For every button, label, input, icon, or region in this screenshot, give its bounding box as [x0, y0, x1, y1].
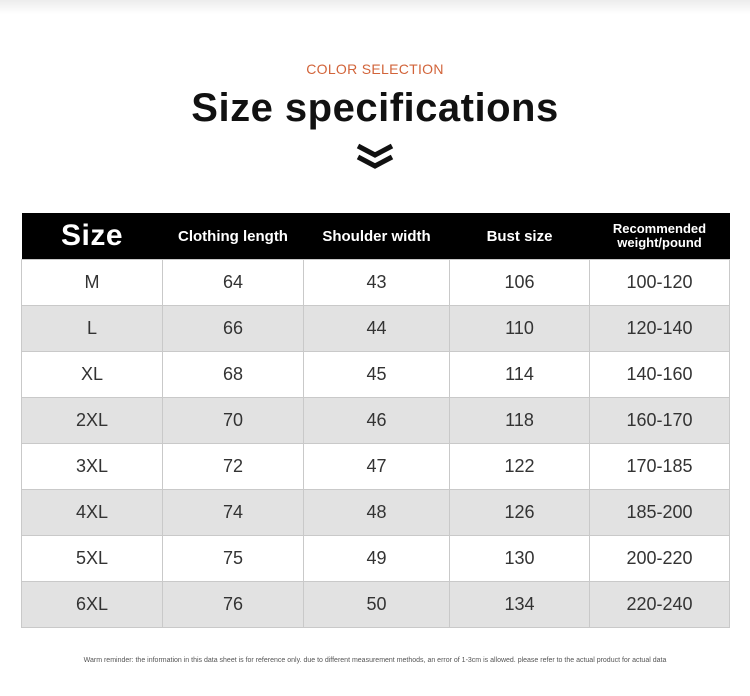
cell-size: 5XL — [22, 536, 163, 582]
cell-size: XL — [22, 352, 163, 398]
column-header-clothing-length: Clothing length — [163, 213, 304, 260]
cell-size: L — [22, 306, 163, 352]
cell-shoulder-width: 43 — [304, 260, 450, 306]
cell-bust-size: 118 — [450, 398, 590, 444]
top-shade — [0, 0, 750, 14]
double-chevron-down-icon — [355, 143, 395, 171]
cell-clothing-length: 76 — [163, 582, 304, 628]
cell-recommended-weight: 160-170 — [590, 398, 730, 444]
cell-recommended-weight: 100-120 — [590, 260, 730, 306]
cell-bust-size: 110 — [450, 306, 590, 352]
column-header-recommended-weight — [590, 213, 730, 260]
cell-clothing-length: 70 — [163, 398, 304, 444]
footer-note: Warm reminder: the information in this data sheet is for reference only. due to different measurement methods, an error of 1-3cm is allowed. please refer to the actual product for actual data — [83, 657, 667, 664]
table-row — [22, 490, 730, 536]
table-row — [22, 582, 730, 628]
cell-shoulder-width: 50 — [304, 582, 450, 628]
cell-shoulder-width: 45 — [304, 352, 450, 398]
table-row — [22, 260, 730, 306]
table-row — [22, 352, 730, 398]
column-header-shoulder-width: Shoulder width — [304, 213, 450, 260]
cell-bust-size: 106 — [450, 260, 590, 306]
cell-shoulder-width: 46 — [304, 398, 450, 444]
cell-bust-size: 134 — [450, 582, 590, 628]
table-row — [22, 306, 730, 352]
cell-clothing-length: 64 — [163, 260, 304, 306]
cell-size: 4XL — [22, 490, 163, 536]
page-title: Size specifications — [191, 86, 559, 130]
column-header-size: Size — [22, 213, 163, 260]
cell-recommended-weight: 120-140 — [590, 306, 730, 352]
size-table — [21, 213, 730, 628]
cell-shoulder-width: 49 — [304, 536, 450, 582]
column-header-bust-size: Bust size — [450, 213, 590, 260]
table-row — [22, 536, 730, 582]
cell-bust-size: 126 — [450, 490, 590, 536]
cell-size: 3XL — [22, 444, 163, 490]
cell-clothing-length: 68 — [163, 352, 304, 398]
cell-shoulder-width: 47 — [304, 444, 450, 490]
table-row — [22, 444, 730, 490]
cell-size: 6XL — [22, 582, 163, 628]
cell-bust-size: 114 — [450, 352, 590, 398]
cell-recommended-weight: 220-240 — [590, 582, 730, 628]
cell-shoulder-width: 48 — [304, 490, 450, 536]
cell-size: M — [22, 260, 163, 306]
cell-clothing-length: 72 — [163, 444, 304, 490]
subtitle: COLOR SELECTION — [306, 61, 444, 77]
cell-bust-size: 130 — [450, 536, 590, 582]
cell-recommended-weight: 140-160 — [590, 352, 730, 398]
cell-size: 2XL — [22, 398, 163, 444]
table-row — [22, 398, 730, 444]
cell-clothing-length: 75 — [163, 536, 304, 582]
cell-clothing-length: 74 — [163, 490, 304, 536]
cell-recommended-weight: 200-220 — [590, 536, 730, 582]
cell-shoulder-width: 44 — [304, 306, 450, 352]
cell-clothing-length: 66 — [163, 306, 304, 352]
cell-recommended-weight: 170-185 — [590, 444, 730, 490]
recommended-weight-label: Recommended weight/pound — [612, 221, 707, 250]
cell-bust-size: 122 — [450, 444, 590, 490]
cell-recommended-weight: 185-200 — [590, 490, 730, 536]
table-header-row — [22, 213, 730, 260]
